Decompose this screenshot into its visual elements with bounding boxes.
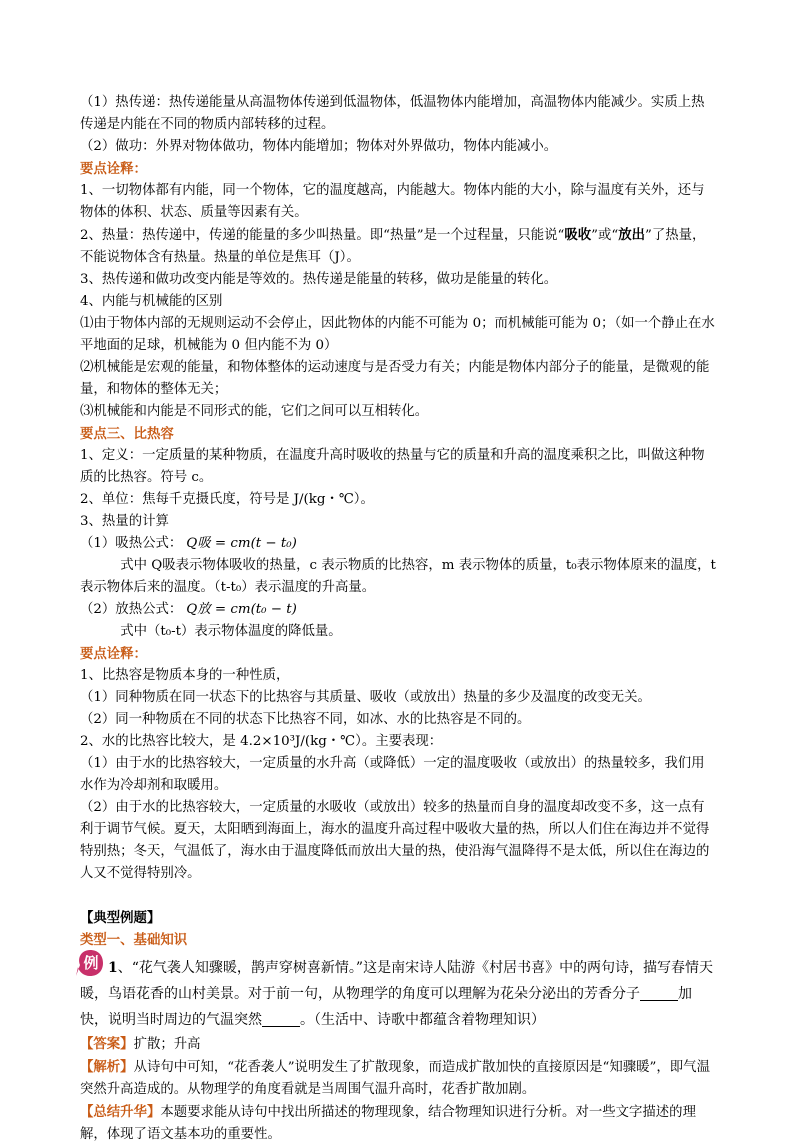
text-line: 1、一切物体都有内能，同一个物体，它的温度越高，内能越大。物体内能的大小，除与温度有关外，还与物体的体积、状态、质量等因素有关。 [80,183,705,220]
text-fragment: 、“花气袭人知骤暖，鹊声穿树喜新情。”这是南宋诗人陆游《村居书喜》中的两句诗，描写春情天暖，鸟语花香的山村美景。对于前一句，从物理学的角度可以理解为花朵分泌出的芳香分子 [80,960,714,1002]
section-title [80,907,716,929]
explanation-tag: 【解析】 [80,1059,134,1075]
example-block [80,955,716,1033]
text-line: （1）同种物质在同一状态下的比热容与其质量、吸收（或放出）热量的多少及温度的改变无关。 [80,690,651,705]
bold-term: 吸收 [564,227,592,243]
text-fragment: ”或“ [591,228,619,243]
text-line: （2）同一种物质在不同的状态下比热容不同，如冰、水的比热容是不同的。 [80,712,531,727]
text-line: （2）做功：外界对物体做功，物体内能增加；物体对外界做功，物体内能减小。 [80,139,558,154]
title-text: 【典型例题】 [80,910,161,926]
text-line: ⑶机械能和内能是不同形式的能，它们之间可以互相转化。 [80,404,429,419]
text-fragment: 2、热量：热传递中，传递的能量的多少叫热量。即“热量”是一个过程量，只能说“ [80,228,565,243]
answer-tag: 【答案】 [80,1036,134,1052]
text-line: 式中（t₀-t）表示物体温度的降低量。 [120,624,342,639]
text-line: ⑴由于物体内部的无规则运动不会停止，因此物体的内能不可能为 0；而机械能可能为 0；（如一个静止在水平地面的足球，机械能为 0 但内能不为 0） [80,316,715,353]
answer-blank [640,986,678,1001]
text-line: ⑵机械能是宏观的能量，和物体整体的运动速度与是否受力有关；内能是物体内部分子的能量，是微观的能量，和物体的整体无关； [80,360,710,397]
text-line [80,533,716,555]
section-heading: 要点诠释： [80,161,147,177]
text-fragment: （2）放热公式： [80,602,183,617]
text-line: 3、热传递和做功改变内能是等效的。热传递是能量的转移，做功是能量的转化。 [80,272,558,287]
text-line: 2、单位：焦每千克摄氏度，符号是 J/(kg・℃）。 [80,492,374,507]
text-line: 式中 Q吸表示物体吸收的热量，c 表示物质的比热容，m 表示物体的质量，t₀表示物体原来的温度，t 表示物体后来的温度。（t-t₀）表示温度的升高量。 [80,558,716,595]
text-line: 1、定义：一定质量的某种物质，在温度升高时吸收的热量与它的质量和升高的温度乘积之比，叫做这种物质的比热容。符号 c。 [80,448,705,485]
text-fragment: 。（生活中、诗歌中都蕴含着物理知识） [300,1012,545,1028]
document-body [80,92,716,1146]
bold-term: 放出 [618,227,645,243]
section-heading: 要点诠释： [80,646,147,662]
summary-line [80,1101,716,1146]
formula-release: Q放 = cm(t₀ − t) [186,602,297,617]
answer-blank [262,1012,300,1027]
explanation-text: 从诗句中可知，“花香袭人”说明发生了扩散现象，而造成扩散加快的直接原因是“知骤暖”，即气温突然升高造成的。从物理学的角度看就是当周围气温升高时，花香扩散加剧。 [80,1060,710,1097]
section-heading: 要点三、比热容 [80,426,174,442]
explanation-line [80,1056,716,1101]
example-number: 1 [108,960,118,976]
answer-text: 扩散；升高 [133,1037,201,1052]
answer-line [80,1033,716,1056]
text-line [80,599,716,621]
text-line: 2、水的比热容比较大，是 4.2×10³J/(kg・℃）。主要表现： [80,734,443,749]
text-fragment: （1）吸热公式： [80,536,183,551]
summary-tag: 【总结升华】 [80,1104,161,1120]
text-line [80,224,716,269]
text-fragment: 加快，说明当时周边的气温突然 [80,986,692,1028]
text-line: （2）由于水的比热容较大，一定质量的水吸收（或放出）较多的热量而自身的温度却改变不多，这一点有利于调节气候。夏天，太阳晒到海面上，海水的温度升高过程中吸收大量的热，所以人们住在海边并不觉得特别热；冬天，气温低了，海水由于温度降低而放出大量的热，使沿海气温降得不是太低，所以住在海边的人又不觉得特别冷。 [80,800,710,881]
text-line: 3、热量的计算 [80,514,169,529]
text-line: （1）由于水的比热容较大，一定质量的水升高（或降低）一定的温度吸收（或放出）的热量较多，我们用水作为冷却剂和取暖用。 [80,756,705,793]
text-line: 1、比热容是物质本身的一种性质， [80,668,290,683]
text-line: （1）热传递：热传递能量从高温物体传递到低温物体，低温物体内能增加，高温物体内能减少。实质上热传递是内能在不同的物质内部转移的过程。 [80,95,705,132]
text-line: 4、内能与机械能的区别 [80,294,223,309]
svg-text:例: 例 [83,954,99,972]
example-badge-icon [76,949,104,977]
text-fragment: ”了热量，不能说物体含有热量。热量的单位是焦耳（J）。 [80,228,706,265]
example-question [80,955,716,1033]
summary-text: 本题要求能从诗句中找出所描述的物理现象，结合物理知识进行分析。对一些文字描述的理解，体现了语文基本功的重要性。 [80,1105,696,1142]
type-heading: 类型一、基础知识 [80,932,188,948]
formula-absorb: Q吸 = cm(t − t₀) [186,536,297,551]
spacer [80,885,716,907]
